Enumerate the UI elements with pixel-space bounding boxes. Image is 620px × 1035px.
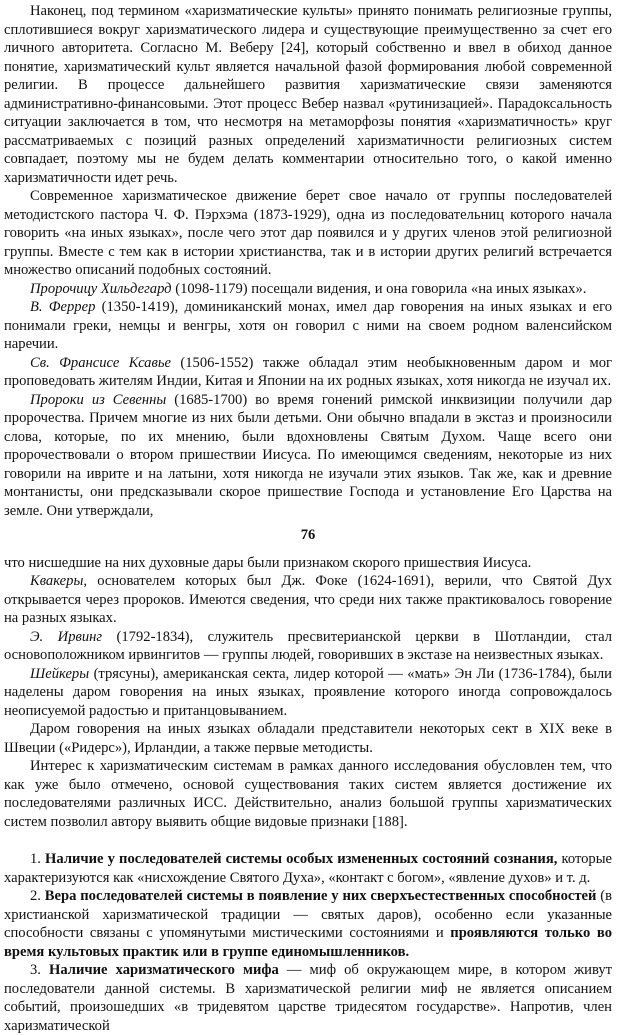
paragraph: [4, 391, 612, 521]
text-run: (1098-1179) посещали видения, и она говорила «на иных языках».: [171, 280, 587, 297]
text-run: основателем которых был Дж. Фоке (1624-1691), верили, что Святой Дух открывается через пророков. Имеются сведения, что среди них также практиковалось говорение на разных языках.: [4, 573, 612, 626]
paragraph: [4, 2, 612, 187]
text-run: (1506-1552) также обладал этим необыкновенным даром и мог проповедовать жителям Индии, Китая и Японии на их родных языках, хотя никогда не изучал их.: [4, 354, 612, 389]
paragraph: [4, 720, 612, 757]
text-run: (1685-1700) во время гонений римской инквизиции получили дар пророчества. Причем многие из них были детьми. Они обычно впадали в экстаз и произносили слова, которые, по их мнению, были вдохновлены Святым Духом. Чаще всего они пророчествовали о втором пришествии Иисуса. По имеющимся сведениям, некоторые из них говорили на иврите и на латыни, хотя никогда не изучали этих языков. Так же, как и древние монтанисты, они предсказывали скорое пришествие Господа и установление Его Царства на земле. Они утверждали,: [4, 391, 612, 519]
text-run: — миф об окружающем мире, в котором живут последователи данной системы. В харизматической религии миф не является описанием событий, произошедших «в тридевятом царстве тридесятом государстве». Напротив, член харизматической: [4, 962, 613, 1034]
paragraph: [4, 887, 612, 961]
bold-emphasis: Наличие харизматического мифа: [49, 962, 279, 978]
paragraph: [4, 961, 612, 1035]
paragraph: [4, 354, 612, 391]
text-run: Интерес к харизматическим системам в рамках данного исследования обусловлен тем, что как уже было отмечено, основой существования таких систем является достижение их последователями различных ИСС. Действительно, анализ большой группы харизматических систем позволил автору выявить общие видовые признаки [188].: [4, 758, 612, 830]
text-run: (1792-1834), служитель пресвитерианской церкви в Шотландии, стал основоположником ирвингитов — группы людей, говоривших в экстазе на неизвестных языках.: [4, 628, 612, 663]
text-run: что нисшедшие на них духовные дары были признаком скорого пришествия Иисуса.: [4, 554, 532, 571]
paragraph: [4, 850, 612, 887]
text-run: Даром говорения на иных языках обладали представители некоторых сект в XIX веке в Швеции («Ридерс»), Ирландии, а также первые методисты.: [4, 721, 612, 756]
italic-term: В. Феррер: [30, 299, 96, 315]
paragraph: [4, 298, 612, 354]
italic-term: Пророки из Севенны: [30, 391, 167, 408]
italic-term: Квакеры,: [30, 573, 87, 589]
paragraph: [4, 665, 612, 721]
paragraph: [4, 554, 612, 573]
bold-emphasis: Вера последователей системы в появление у них сверхъестественных способностей: [44, 888, 597, 904]
italic-term: Пророчицу Хильдегард: [30, 280, 172, 297]
text-run: Наконец, под термином «харизматические культы» принято понимать религиозные группы, сплотившиеся вокруг харизматического лидера и существующие преимущественно за счет его личного авторитета. Согласно М. Веберу [24], который собственно и ввел в обиход данное понятие, харизматический культ является начальной фазой формирования любой современной религии. В процессе дальнейшего развития харизматические связи заменяются административно-финансовыми. Этот процесс Вебер назвал «рутинизацией». Парадоксальность ситуации заключается в том, что несмотря на метаморфозы понятия «харизматичность» круг рассматриваемых с позиций разных определений харизматичности религиозных систем совпадает, поэтому мы не будем делать комментарии относительно того, о какой именно харизматичности идет речь.: [4, 3, 612, 186]
text-run: 1.: [30, 851, 46, 867]
text-run: которые характеризуются как «нисхождение Святого Духа», «контакт с богом», «явление духов» и т. д.: [4, 851, 613, 886]
paragraph: [4, 757, 612, 831]
text-run: (1350-1419), доминиканский монах, имел дар говорения на иных языках и его понимали греки, немцы и венгры, хотя он говорил с ними на своем родном валенсийском наречии.: [4, 299, 613, 352]
paragraph: [4, 628, 612, 665]
section-gap: [4, 831, 612, 850]
page-number: 76: [300, 527, 316, 543]
italic-term: Э. Ирвинг: [30, 628, 103, 645]
text-run: (в христианской харизматической традиции — святых даров), особенно если указанные способности связаны с упомянутыми мистическими состояниями и: [4, 888, 613, 941]
italic-term: Шейкеры: [30, 665, 90, 682]
paragraph: [4, 187, 612, 280]
paragraph: [4, 280, 612, 299]
text-run: 2.: [30, 888, 45, 904]
text-run: 3.: [30, 962, 50, 978]
italic-term: Св. Франсисе Ксавье: [30, 354, 171, 371]
paragraph: [4, 572, 612, 628]
bold-emphasis: Наличие у последователей системы особых измененных состояний сознания,: [45, 851, 558, 867]
text-run: (трясуны), американская секта, лидер которой — «мать» Эн Ли (1736-1784), были наделены даром говорения на иных языках, проявление которого иногда сопровождалось неописуемой радостью и пританцовыванием.: [4, 665, 612, 719]
bold-emphasis: проявляются только во время культовых практик или в группе единомышленников.: [4, 925, 612, 960]
text-run: Современное харизматическое движение берет свое начало от группы последователей методистского пастора Ч. Ф. Пэрхэма (1873-1929), одна из последовательниц которого начала говорить «на иных языках», после чего этот дар появился и у других членов этой религиозной группы. Вместе с тем как в истории христианства, так и в истории других религий встречается множество описаний подобных состояний.: [4, 188, 612, 278]
